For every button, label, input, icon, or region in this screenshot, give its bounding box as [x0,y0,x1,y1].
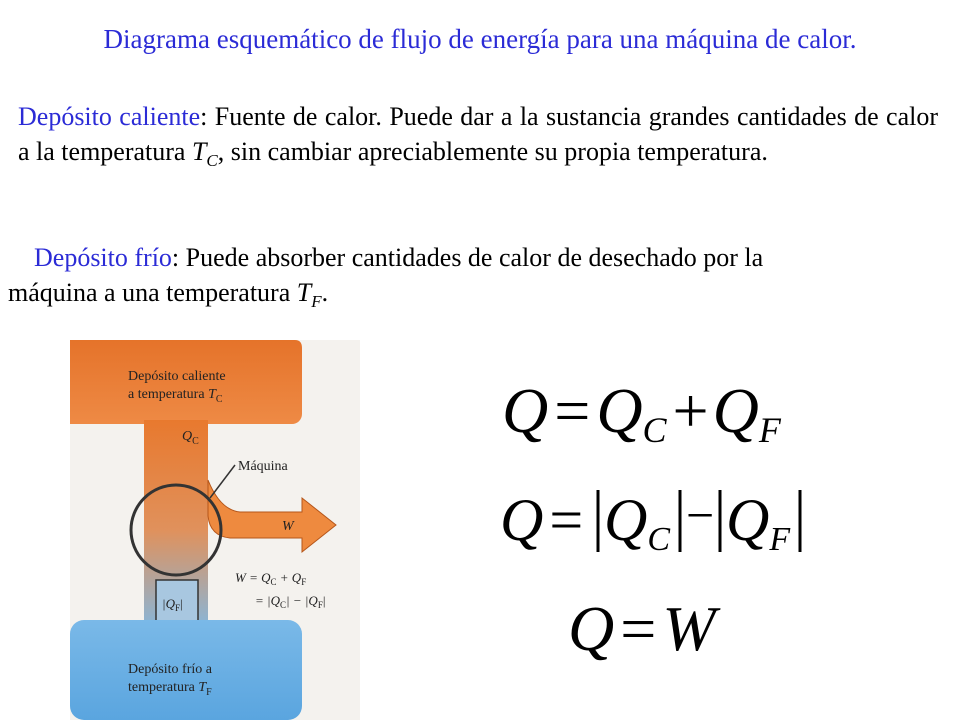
eq2-minus: − [686,487,715,543]
eq2-lhs: Q = [500,487,584,553]
cold-text-1: Puede absorber cantidades de calor de desechado por la [185,243,764,272]
cold-end: . [321,278,329,307]
hot-sep: : [200,102,215,131]
hot-text-1: Fuente de calor. Puede dar a la sustancia grandes cantidades de calor a la temperatura [18,102,938,166]
cold-sep: : [171,243,186,272]
equation-abs-values [500,487,800,558]
cold-reservoir-term: Depósito frío [34,243,172,272]
work-label: W [282,519,294,534]
eq2-qf: QF [726,487,791,558]
cold-line-1 [34,240,934,275]
hot-label-1: Depósito caliente [128,369,226,384]
work-equation-1: $W = Q_C + Q_F$ [235,570,307,587]
cold-reservoir-paragraph [8,240,934,319]
equation-q-equals-w: Q=W [568,593,716,664]
heat-engine-diagram [70,340,360,720]
hot-temp-subscript: C [206,151,218,170]
equations-panel [480,360,840,680]
hot-temp-symbol: T [191,137,207,166]
hot-reservoir-paragraph [18,99,938,178]
cold-temp-subscript: F [311,292,322,311]
eq2-qc: QC [604,487,671,558]
cold-line-2 [8,275,934,319]
work-equation-2: = $|Q_C| - |Q_F|$ [255,593,326,610]
cold-temp-symbol: T [296,278,312,307]
qf-label: $|Q_F|$ [162,596,183,613]
machine-label: Máquina [238,459,288,474]
cold-label-2: temperatura $T_F$ [128,680,212,698]
cold-label-1: Depósito frío a [128,662,212,677]
hot-reservoir-term: Depósito caliente [18,102,201,131]
cold-text-2: máquina a una temperatura [8,278,297,307]
page-title: Diagrama esquemático de flujo de energía para una máquina de calor. [103,24,857,54]
qc-label: $Q_C$ [182,429,199,447]
equation-energy-balance: Q=QC+QF [502,375,781,450]
hot-label-2: a temperatura $T_C$ [128,387,223,405]
hot-text-2: , sin cambiar apreciablemente su propia temperatura. [217,137,768,166]
